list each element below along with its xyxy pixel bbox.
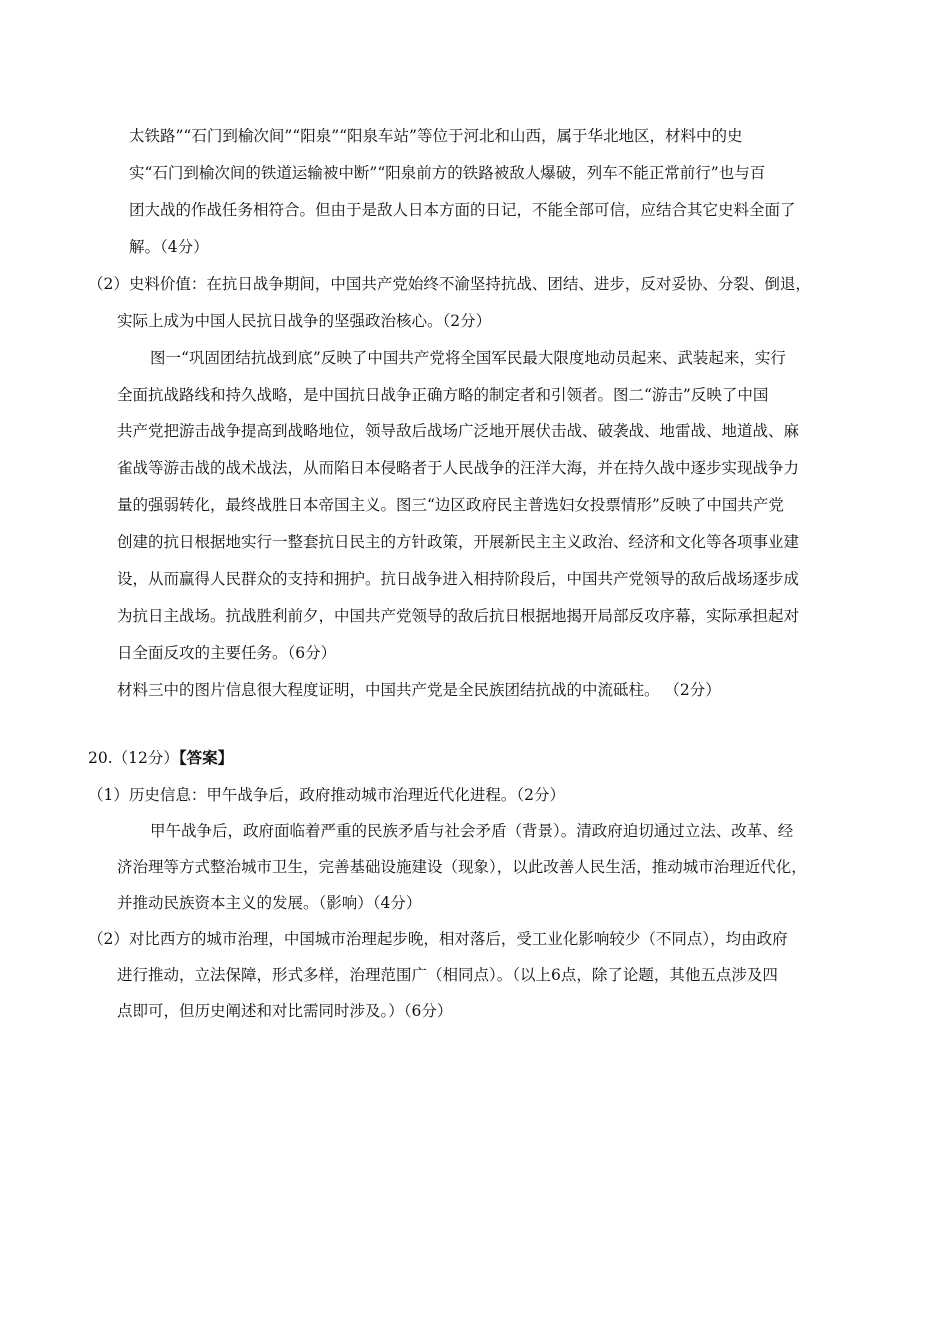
text-line: 解。（4分） (129, 238, 209, 256)
text-line: 为抗日主战场。抗战胜利前夕，中国共产党领导的敌后抗日根据地揭开局部反攻序幕，实际承担起对 (117, 607, 800, 625)
text-line: 点即可，但历史阐述和对比需同时涉及。）（6分） (117, 1002, 453, 1020)
text-line: 实际上成为中国人民抗日战争的坚强政治核心。（2分） (117, 312, 492, 330)
text-line: 创建的抗日根据地实行一整套抗日民主的方针政策，开展新民主主义政治、经济和文化等各项事业建 (117, 533, 800, 551)
text-line: 材料三中的图片信息很大程度证明，中国共产党是全民族团结抗战的中流砥柱。 （2分） (117, 681, 721, 699)
text-line: 图一“巩固团结抗战到底”反映了中国共产党将全国军民最大限度地动员起来、武装起来，实行 (150, 349, 786, 367)
text-line: 量的强弱转化，最终战胜日本帝国主义。图三“边区政府民主普选妇女投票情形”反映了中国共产党 (117, 496, 784, 514)
text-line: 设，从而赢得人民群众的支持和拥护。抗日战争进入相持阶段后，中国共产党领导的敌后战场逐步成 (117, 570, 800, 588)
text-line: 太铁路”“石门到榆次间”“阳泉”“阳泉车站”等位于河北和山西，属于华北地区，材料中的史 (129, 127, 743, 145)
text-line: （1）历史信息：甲午战争后，政府推动城市治理近代化进程。（2分） (88, 786, 565, 804)
text-line: 雀战等游击战的战术战法，从而陷日本侵略者于人民战争的汪洋大海，并在持久战中逐步实现战争力 (117, 459, 800, 477)
question-20-header (88, 748, 233, 768)
answer-tag: 【答案】 (178, 748, 234, 767)
text-line: 团大战的作战任务相符合。但由于是敌人日本方面的日记，不能全部可信，应结合其它史料全面了 (129, 201, 796, 219)
text-line: 共产党把游击战争提高到战略地位，领导敌后战场广泛地开展伏击战、破袭战、地雷战、地道战、麻 (117, 422, 800, 440)
text-line: 甲午战争后，政府面临着严重的民族矛盾与社会矛盾（背景）。清政府迫切通过立法、改革、经 (150, 822, 794, 840)
question-number: 20.（12分） (88, 749, 179, 767)
text-line: 进行推动，立法保障，形式多样，治理范围广（相同点）。（以上6点，除了论题，其他五点涉及四 (117, 966, 778, 984)
text-line: 济治理等方式整治城市卫生，完善基础设施建设（现象），以此改善人民生活，推动城市治理近代化， (117, 858, 807, 876)
text-line: （2）对比西方的城市治理，中国城市治理起步晚，相对落后，受工业化影响较少（不同点），均由政府 (88, 930, 788, 948)
text-line: （2）史料价值：在抗日战争期间，中国共产党始终不渝坚持抗战、团结、进步，反对妥协、分裂、倒退， (88, 275, 811, 293)
text-line: 实“石门到榆次间的铁道运输被中断”“阳泉前方的铁路被敌人爆破，列车不能正常前行”也与百 (129, 164, 766, 182)
text-line: 全面抗战路线和持久战略，是中国抗日战争正确方略的制定者和引领者。图二“游击”反映了中国 (117, 386, 769, 404)
text-line: 并推动民族资本主义的发展。（影响）（4分） (117, 894, 422, 912)
text-line: 日全面反攻的主要任务。（6分） (117, 644, 337, 662)
